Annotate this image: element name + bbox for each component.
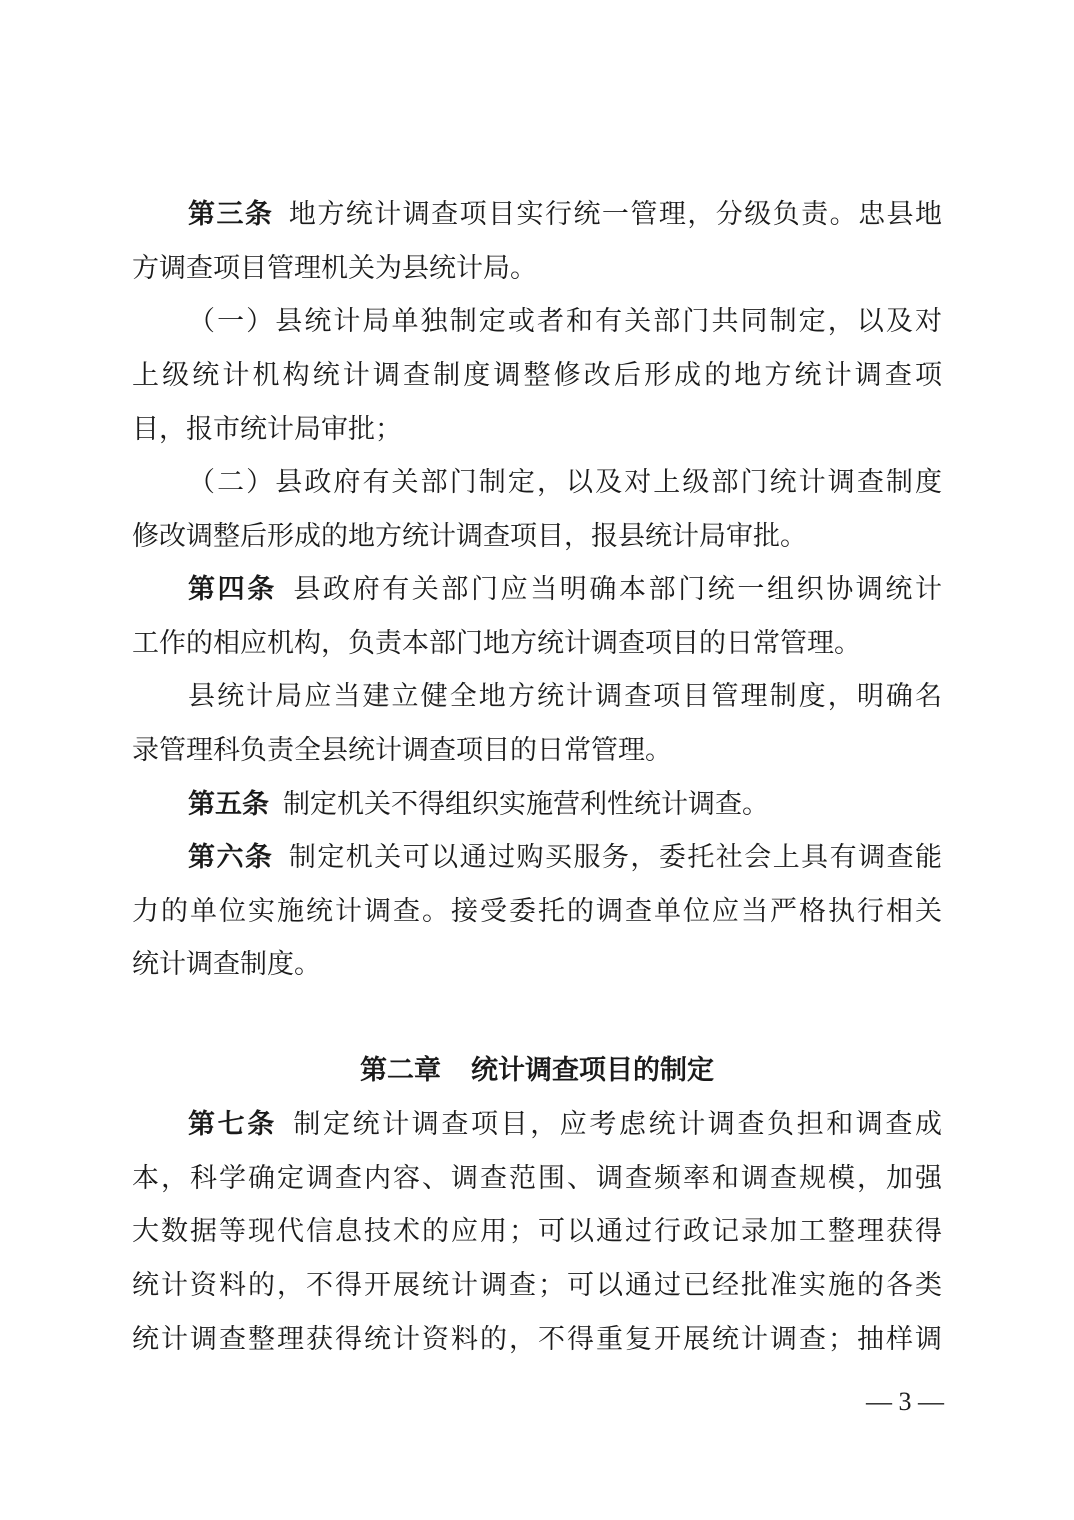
article-5-text: 制定机关不得组织实施营利性统计调查。 — [283, 789, 769, 820]
clause-1-line-3: 目，报市统计局审批； — [132, 414, 402, 445]
article-7-line-4: 统计资料的，不得开展统计调查；可以通过已经批准实施的各类 — [132, 1270, 942, 1301]
article-6-line-1 — [188, 838, 942, 878]
clause-1-line-1: （一）县统计局单独制定或者和有关部门共同制定，以及对 — [188, 306, 942, 337]
page-number: — 3 — — [866, 1387, 944, 1416]
article-7-line-2: 本，科学确定调查内容、调查范围、调查频率和调查规模，加强 — [132, 1163, 942, 1194]
article-3-line-1 — [188, 195, 942, 235]
article-4-heading: 第四条 — [188, 574, 277, 605]
article-7-line-1 — [188, 1105, 942, 1145]
article-3-text: 地方统计调查项目实行统一管理，分级负责。忠县地 — [287, 199, 943, 230]
clause-2-line-2: 修改调整后形成的地方统计调查项目，报县统计局审批。 — [132, 521, 807, 552]
article-6-line-3: 统计调查制度。 — [132, 949, 321, 980]
article-5-line-1 — [188, 785, 942, 825]
chapter-heading — [0, 1049, 1074, 1093]
article-3-line-2: 方调查项目管理机关为县统计局。 — [132, 253, 537, 284]
article-3-heading: 第三条 — [188, 199, 274, 230]
clause-1-line-2: 上级统计机构统计调查制度调整修改后形成的地方统计调查项 — [132, 360, 942, 391]
article-6-line-2: 力的单位实施统计调查。接受委托的调查单位应当严格执行相关 — [132, 896, 942, 927]
paragraph-line-2: 录管理科负责全县统计调查项目的日常管理。 — [132, 735, 672, 766]
paragraph-line-1: 县统计局应当建立健全地方统计调查项目管理制度，明确名 — [188, 681, 942, 712]
article-5-heading: 第五条 — [188, 789, 269, 820]
article-4-line-1 — [188, 570, 942, 610]
article-7-text: 制定统计调查项目，应考虑统计调查负担和调查成 — [290, 1109, 943, 1140]
clause-2-line-1: （二）县政府有关部门制定，以及对上级部门统计调查制度 — [188, 467, 942, 498]
article-4-line-2: 工作的相应机构，负责本部门地方统计调查项目的日常管理。 — [132, 628, 861, 659]
chapter-title: 统计调查项目的制定 — [471, 1055, 714, 1086]
article-7-heading: 第七条 — [188, 1109, 277, 1140]
article-6-text: 制定机关可以通过购买服务，委托社会上具有调查能 — [287, 842, 943, 873]
article-7-line-5: 统计调查整理获得统计资料的，不得重复开展统计调查；抽样调 — [132, 1324, 942, 1355]
article-4-text: 县政府有关部门应当明确本部门统一组织协调统计 — [290, 574, 943, 605]
chapter-number: 第二章 — [360, 1055, 441, 1086]
article-6-heading: 第六条 — [188, 842, 274, 873]
article-7-line-3: 大数据等现代信息技术的应用；可以通过行政记录加工整理获得 — [132, 1216, 942, 1247]
